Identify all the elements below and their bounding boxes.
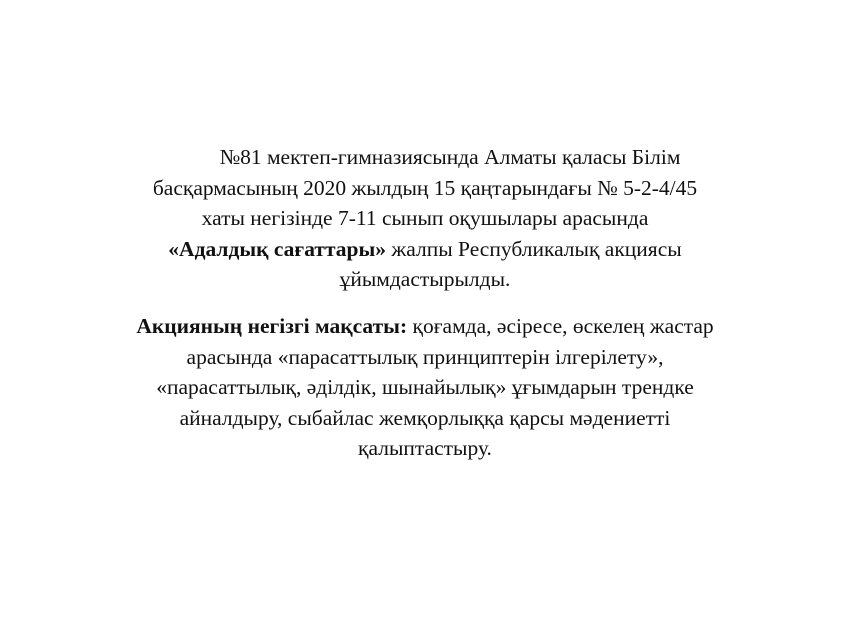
announcement-text: жалпы Республикалық акциясы — [386, 236, 682, 261]
announcement-line: басқармасының 2020 жылдың 15 қаңтарындағы № 5-2-4/45 — [152, 175, 698, 200]
announcement-line: хаты негізінде 7-11 сынып оқушылары арасында — [201, 206, 649, 230]
goal-text: қоғамда, әсіресе, өскелең жастар — [407, 314, 714, 338]
announcement-line — [60, 234, 790, 265]
goal-line: «парасаттылық, әділдік, шынайылық» ұғымдарын трендке — [156, 375, 694, 399]
goal-line: қалыптастыру. — [358, 436, 492, 460]
announcement-paragraph — [60, 142, 790, 295]
announcement-line — [60, 142, 790, 173]
goal-line — [60, 311, 790, 342]
announcement-text: №81 мектеп-гимназиясында Алматы қаласы Білім — [219, 145, 681, 169]
goal-line: арасында «парасаттылық принциптерін ілгерілету», — [186, 344, 664, 369]
goal-heading: Акцияның негізгі мақсаты: — [136, 314, 408, 338]
campaign-name: «Адалдық сағаттары» — [168, 236, 387, 261]
goal-paragraph — [60, 311, 790, 464]
goal-line: айналдыру, сыбайлас жемқорлыққа қарсы мәдениетті — [179, 405, 671, 430]
announcement-line: ұйымдастырылды. — [339, 267, 511, 291]
